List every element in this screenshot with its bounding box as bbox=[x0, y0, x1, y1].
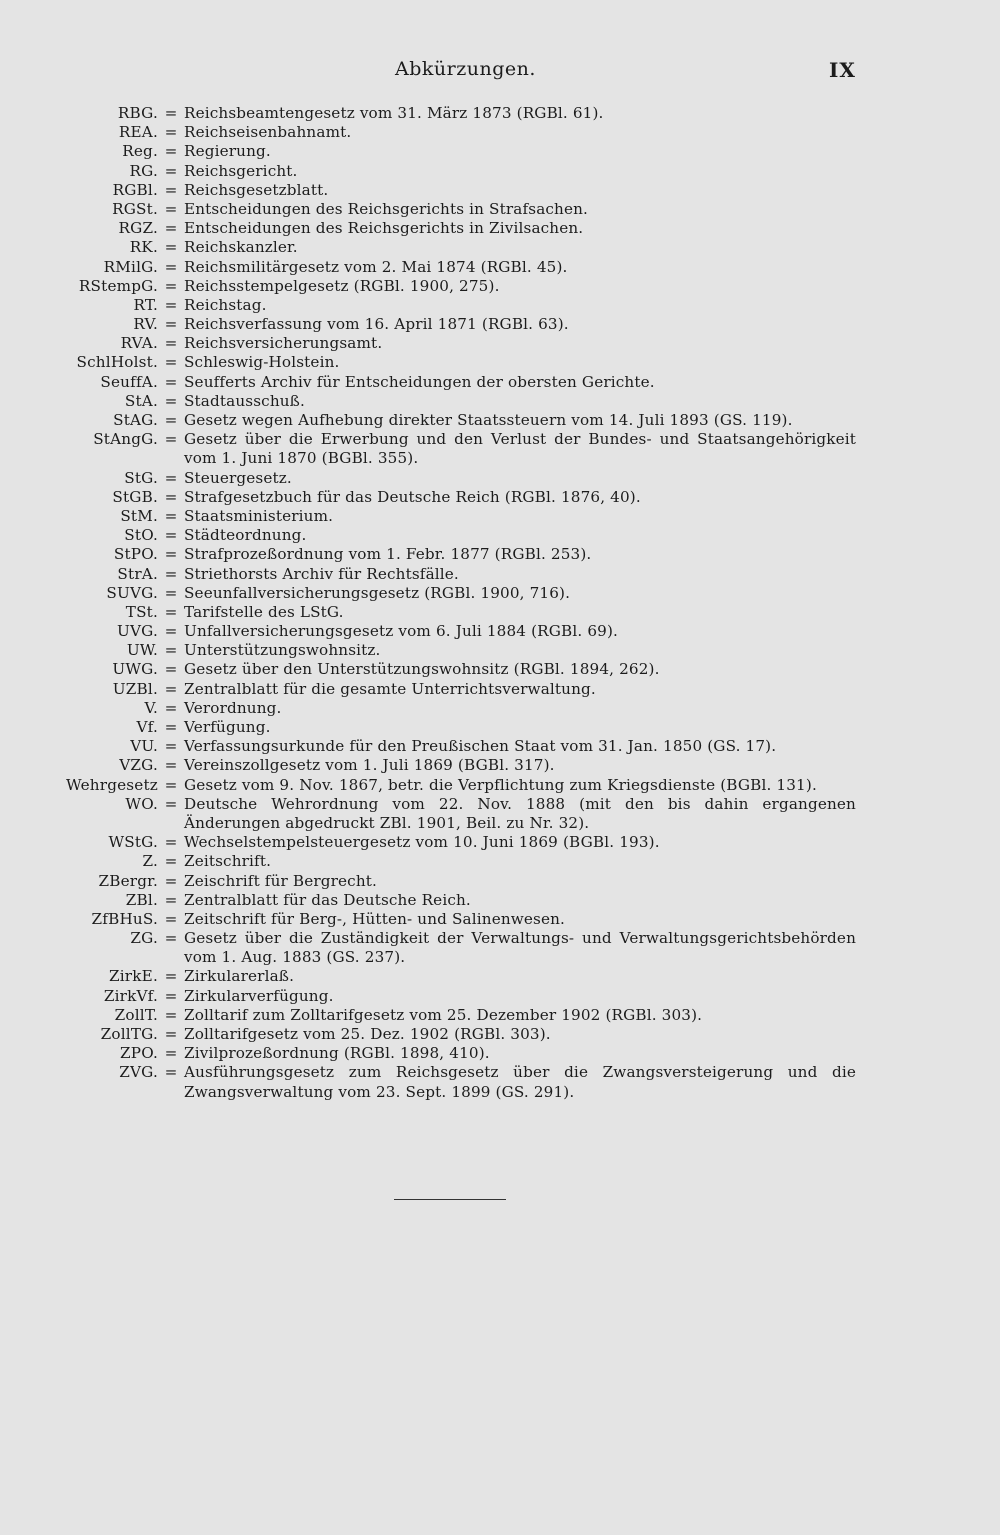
abbreviation-term: RVA. bbox=[120, 334, 158, 353]
equals-sign: = bbox=[164, 641, 178, 660]
abbreviation-term: V. bbox=[144, 698, 158, 717]
abbreviation-entry bbox=[0, 219, 1000, 238]
abbreviation-term: RStempG. bbox=[78, 276, 158, 295]
abbreviation-definition: Gesetz wegen Aufhebung direkter Staatssteuern vom 14. Juli 1893 (GS. 119). bbox=[184, 411, 793, 429]
abbreviation-definition: Deutsche Wehrordnung vom 22. Nov. 1888 (mit den bis dahin ergangenen Änderungen abgedruckt ZBl. 1901, Beil. zu Nr. 32). bbox=[184, 794, 856, 832]
equals-sign: = bbox=[164, 180, 178, 199]
abbreviation-entry bbox=[0, 181, 1000, 200]
abbreviation-entry bbox=[0, 756, 1000, 775]
abbreviation-definition: Verfassungsurkunde für den Preußischen Staat vom 31. Jan. 1850 (GS. 17). bbox=[184, 737, 777, 756]
abbreviation-entry bbox=[0, 680, 1000, 699]
abbreviation-definition: Entscheidungen des Reichsgerichts in Zivilsachen. bbox=[184, 219, 584, 238]
abbreviation-entry bbox=[0, 565, 1000, 584]
abbreviation-term: Reg. bbox=[122, 142, 158, 161]
abbreviation-term: RV. bbox=[133, 315, 158, 334]
equals-sign: = bbox=[164, 334, 178, 353]
equals-sign: = bbox=[164, 986, 178, 1005]
abbreviation-definition: Reichsmilitärgesetz vom 2. Mai 1874 (RGBl. 45). bbox=[184, 257, 568, 276]
equals-sign: = bbox=[164, 698, 178, 717]
abbreviation-term: UWG. bbox=[112, 660, 158, 679]
equals-sign: = bbox=[164, 737, 178, 756]
abbreviation-entry bbox=[0, 411, 1000, 430]
abbreviation-term: StO. bbox=[124, 526, 158, 545]
abbreviation-term: RGBl. bbox=[112, 180, 158, 199]
abbreviation-term: SeuffA. bbox=[100, 372, 158, 391]
abbreviation-entry bbox=[0, 660, 1000, 679]
abbreviation-definition: Zolltarif zum Zolltarifgesetz vom 25. Dezember 1902 (RGBl. 303). bbox=[184, 1005, 703, 1024]
abbreviation-entry bbox=[0, 910, 1000, 929]
abbreviation-definition: Zeitschrift. bbox=[184, 852, 272, 871]
equals-sign: = bbox=[164, 238, 178, 257]
equals-sign: = bbox=[164, 276, 178, 295]
abbreviation-term: RT. bbox=[133, 295, 158, 314]
abbreviation-definition: Verordnung. bbox=[184, 698, 282, 717]
equals-sign: = bbox=[164, 794, 178, 813]
abbreviation-term: ZirkE. bbox=[109, 967, 158, 986]
abbreviation-definition: Unfallversicherungsgesetz vom 6. Juli 1884 (RGBl. 69). bbox=[184, 622, 618, 641]
abbreviation-entry bbox=[0, 1025, 1000, 1044]
equals-sign: = bbox=[164, 199, 178, 218]
abbreviation-term: RGSt. bbox=[112, 199, 158, 218]
abbreviation-entry bbox=[0, 852, 1000, 871]
abbreviation-list bbox=[0, 104, 1000, 1102]
abbreviation-term: StGB. bbox=[112, 487, 158, 506]
abbreviation-entry bbox=[0, 1044, 1000, 1063]
equals-sign: = bbox=[164, 660, 178, 679]
abbreviation-definition: Verfügung. bbox=[184, 718, 271, 737]
abbreviation-definition: Staatsministerium. bbox=[184, 506, 334, 525]
abbreviation-term: VZG. bbox=[119, 756, 158, 775]
abbreviation-term: RMilG. bbox=[103, 257, 158, 276]
abbreviation-term: StPO. bbox=[113, 545, 158, 564]
abbreviation-entry bbox=[0, 929, 1000, 967]
equals-sign: = bbox=[164, 679, 178, 698]
abbreviation-entry bbox=[0, 1006, 1000, 1025]
abbreviation-entry bbox=[0, 488, 1000, 507]
equals-sign: = bbox=[164, 929, 178, 948]
equals-sign: = bbox=[164, 564, 178, 583]
abbreviation-definition: Seeunfallversicherungsgesetz (RGBl. 1900, 716). bbox=[184, 583, 571, 602]
abbreviation-term: ZfBHuS. bbox=[91, 909, 158, 928]
equals-sign: = bbox=[164, 833, 178, 852]
abbreviation-entry bbox=[0, 296, 1000, 315]
abbreviation-definition: Steuergesetz. bbox=[184, 468, 292, 487]
abbreviation-definition: Reichsversicherungsamt. bbox=[184, 334, 383, 353]
abbreviation-entry bbox=[0, 469, 1000, 488]
equals-sign: = bbox=[164, 104, 178, 122]
abbreviation-definition: Reichsbeamtengesetz vom 31. März 1873 (RGBl. 61). bbox=[184, 104, 604, 122]
page-header bbox=[0, 58, 1000, 88]
abbreviation-term: StrA. bbox=[117, 564, 158, 583]
abbreviation-definition: Strafgesetzbuch für das Deutsche Reich (RGBl. 1876, 40). bbox=[184, 487, 641, 506]
abbreviation-entry bbox=[0, 603, 1000, 622]
abbreviation-definition: Reichseisenbahnamt. bbox=[184, 123, 352, 142]
abbreviation-term: StA. bbox=[124, 391, 158, 410]
abbreviation-entry bbox=[0, 526, 1000, 545]
equals-sign: = bbox=[164, 909, 178, 928]
abbreviation-entry bbox=[0, 353, 1000, 372]
equals-sign: = bbox=[164, 1025, 178, 1044]
abbreviation-definition: Zirkularverfügung. bbox=[184, 986, 334, 1005]
abbreviation-term: Wehrgesetz bbox=[66, 775, 158, 794]
equals-sign: = bbox=[164, 411, 178, 429]
abbreviation-definition: Striethorsts Archiv für Rechtsfälle. bbox=[184, 564, 459, 583]
abbreviation-definition: Tarifstelle des LStG. bbox=[184, 602, 344, 621]
abbreviation-definition: Entscheidungen des Reichsgerichts in Strafsachen. bbox=[184, 199, 589, 218]
equals-sign: = bbox=[164, 890, 178, 909]
abbreviation-entry bbox=[0, 622, 1000, 641]
abbreviation-entry bbox=[0, 872, 1000, 891]
equals-sign: = bbox=[164, 718, 178, 737]
abbreviation-term: SUVG. bbox=[106, 583, 158, 602]
abbreviation-term: ZG. bbox=[130, 929, 158, 948]
abbreviation-definition: Zeitschrift für Berg-, Hütten- und Salinenwesen. bbox=[184, 909, 566, 928]
abbreviation-entry bbox=[0, 584, 1000, 603]
abbreviation-term: StG. bbox=[124, 468, 158, 487]
equals-sign: = bbox=[164, 506, 178, 525]
equals-sign: = bbox=[164, 622, 178, 641]
abbreviation-entry bbox=[0, 718, 1000, 737]
abbreviation-definition: Gesetz über den Unterstützungswohnsitz (RGBl. 1894, 262). bbox=[184, 660, 660, 679]
abbreviation-term: UVG. bbox=[117, 622, 158, 641]
abbreviation-entry bbox=[0, 142, 1000, 161]
abbreviation-definition: Reichsstempelgesetz (RGBl. 1900, 275). bbox=[184, 276, 500, 295]
abbreviation-entry bbox=[0, 987, 1000, 1006]
page-number: IX bbox=[829, 58, 856, 82]
abbreviation-entry bbox=[0, 258, 1000, 277]
abbreviation-definition: Stadtausschuß. bbox=[184, 391, 305, 410]
equals-sign: = bbox=[164, 545, 178, 564]
abbreviation-entry bbox=[0, 833, 1000, 852]
abbreviation-definition: Unterstützungswohnsitz. bbox=[184, 641, 381, 660]
abbreviation-entry bbox=[0, 545, 1000, 564]
abbreviation-definition: Zeischrift für Bergrecht. bbox=[184, 871, 377, 890]
equals-sign: = bbox=[164, 602, 178, 621]
abbreviation-definition: Reichskanzler. bbox=[184, 238, 298, 257]
abbreviation-entry bbox=[0, 373, 1000, 392]
equals-sign: = bbox=[164, 487, 178, 506]
abbreviation-entry bbox=[0, 200, 1000, 219]
equals-sign: = bbox=[164, 468, 178, 487]
abbreviation-term: RBG. bbox=[117, 104, 158, 122]
abbreviation-entry bbox=[0, 315, 1000, 334]
equals-sign: = bbox=[164, 295, 178, 314]
abbreviation-term: StAG. bbox=[113, 411, 158, 429]
abbreviation-entry bbox=[0, 776, 1000, 795]
abbreviation-definition: Strafprozeßordnung vom 1. Febr. 1877 (RGBl. 253). bbox=[184, 545, 592, 564]
equals-sign: = bbox=[164, 353, 178, 372]
equals-sign: = bbox=[164, 142, 178, 161]
abbreviation-definition: Gesetz vom 9. Nov. 1867, betr. die Verpflichtung zum Kriegsdienste (BGBl. 131). bbox=[184, 775, 817, 794]
abbreviation-definition: Wechselstempelsteuergesetz vom 10. Juni 1869 (BGBl. 193). bbox=[184, 833, 660, 852]
abbreviation-term: Z. bbox=[142, 852, 158, 871]
abbreviation-entry bbox=[0, 699, 1000, 718]
abbreviation-term: RK. bbox=[129, 238, 158, 257]
abbreviation-definition: Seufferts Archiv für Entscheidungen der obersten Gerichte. bbox=[184, 372, 655, 391]
abbreviation-entry bbox=[0, 334, 1000, 353]
equals-sign: = bbox=[164, 526, 178, 545]
equals-sign: = bbox=[164, 852, 178, 871]
abbreviation-definition: Reichsgesetzblatt. bbox=[184, 180, 329, 199]
equals-sign: = bbox=[164, 257, 178, 276]
closing-rule bbox=[394, 1199, 506, 1200]
abbreviation-definition: Schleswig-Holstein. bbox=[184, 353, 340, 372]
abbreviation-term: ZirkVf. bbox=[103, 986, 158, 1005]
abbreviation-term: RG. bbox=[129, 161, 158, 180]
abbreviation-term: REA. bbox=[118, 123, 158, 142]
abbreviation-term: UZBl. bbox=[112, 679, 158, 698]
abbreviation-term: SchlHolst. bbox=[76, 353, 158, 372]
abbreviation-definition: Zentralblatt für die gesamte Unterrichtsverwaltung. bbox=[184, 679, 596, 698]
equals-sign: = bbox=[164, 123, 178, 142]
equals-sign: = bbox=[164, 219, 178, 238]
abbreviation-term: Vf. bbox=[136, 718, 158, 737]
abbreviation-definition: Reichsgericht. bbox=[184, 161, 298, 180]
abbreviation-definition: Vereinszollgesetz vom 1. Juli 1869 (BGBl. 317). bbox=[184, 756, 555, 775]
abbreviation-term: ZBl. bbox=[125, 890, 158, 909]
abbreviation-definition: Gesetz über die Zuständigkeit der Verwaltungs- und Verwaltungsgerichtsbehörden vom 1. Aug. 1883 (GS. 237). bbox=[184, 929, 856, 967]
abbreviation-term: TSt. bbox=[125, 602, 158, 621]
abbreviation-entry bbox=[0, 737, 1000, 756]
running-title: Abkürzungen. bbox=[395, 58, 536, 80]
abbreviation-definition: Reichsverfassung vom 16. April 1871 (RGBl. 63). bbox=[184, 315, 569, 334]
abbreviation-term: VU. bbox=[130, 737, 158, 756]
abbreviation-term: ZPO. bbox=[120, 1044, 158, 1063]
equals-sign: = bbox=[164, 967, 178, 986]
abbreviation-entry bbox=[0, 123, 1000, 142]
equals-sign: = bbox=[164, 1044, 178, 1063]
abbreviation-term: ZollT. bbox=[114, 1005, 158, 1024]
abbreviation-definition: Regierung. bbox=[184, 142, 271, 161]
abbreviation-entry bbox=[0, 507, 1000, 526]
abbreviation-definition: Zolltarifgesetz vom 25. Dez. 1902 (RGBl. 303). bbox=[184, 1025, 551, 1044]
equals-sign: = bbox=[164, 1005, 178, 1024]
abbreviation-entry bbox=[0, 641, 1000, 660]
equals-sign: = bbox=[164, 1063, 178, 1082]
abbreviation-entry bbox=[0, 277, 1000, 296]
abbreviation-entry bbox=[0, 967, 1000, 986]
abbreviation-entry bbox=[0, 392, 1000, 411]
abbreviation-entry bbox=[0, 1063, 1000, 1101]
abbreviation-definition: Reichstag. bbox=[184, 295, 267, 314]
abbreviation-entry bbox=[0, 238, 1000, 257]
abbreviation-term: ZBergr. bbox=[98, 871, 158, 890]
abbreviation-term: ZollTG. bbox=[100, 1025, 158, 1044]
abbreviation-definition: Städteordnung. bbox=[184, 526, 307, 545]
equals-sign: = bbox=[164, 315, 178, 334]
abbreviation-term: ZVG. bbox=[119, 1063, 158, 1082]
abbreviation-term: UW. bbox=[126, 641, 158, 660]
equals-sign: = bbox=[164, 372, 178, 391]
abbreviation-term: WStG. bbox=[108, 833, 158, 852]
equals-sign: = bbox=[164, 756, 178, 775]
abbreviation-definition: Zivilprozeßordnung (RGBl. 1898, 410). bbox=[184, 1044, 490, 1063]
abbreviation-definition: Ausführungsgesetz zum Reichsgesetz über die Zwangsversteigerung und die Zwangsverwaltung vom 23. Sept. 1899 (GS. 291). bbox=[184, 1063, 856, 1101]
equals-sign: = bbox=[164, 391, 178, 410]
equals-sign: = bbox=[164, 161, 178, 180]
abbreviation-term: WO. bbox=[125, 794, 158, 813]
abbreviation-entry bbox=[0, 104, 1000, 123]
abbreviation-term: StM. bbox=[120, 506, 158, 525]
abbreviation-entry bbox=[0, 430, 1000, 468]
equals-sign: = bbox=[164, 430, 178, 449]
abbreviation-term: StAngG. bbox=[93, 430, 158, 449]
abbreviation-entry bbox=[0, 162, 1000, 181]
equals-sign: = bbox=[164, 775, 178, 794]
abbreviation-term: RGZ. bbox=[118, 219, 158, 238]
abbreviation-entry bbox=[0, 891, 1000, 910]
abbreviation-definition: Gesetz über die Erwerbung und den Verlust der Bundes- und Staatsangehörigkeit vom 1. Juni 1870 (BGBl. 355). bbox=[184, 430, 856, 468]
abbreviation-entry bbox=[0, 795, 1000, 833]
equals-sign: = bbox=[164, 871, 178, 890]
abbreviation-definition: Zentralblatt für das Deutsche Reich. bbox=[184, 890, 471, 909]
equals-sign: = bbox=[164, 583, 178, 602]
abbreviation-definition: Zirkularerlaß. bbox=[184, 967, 295, 986]
